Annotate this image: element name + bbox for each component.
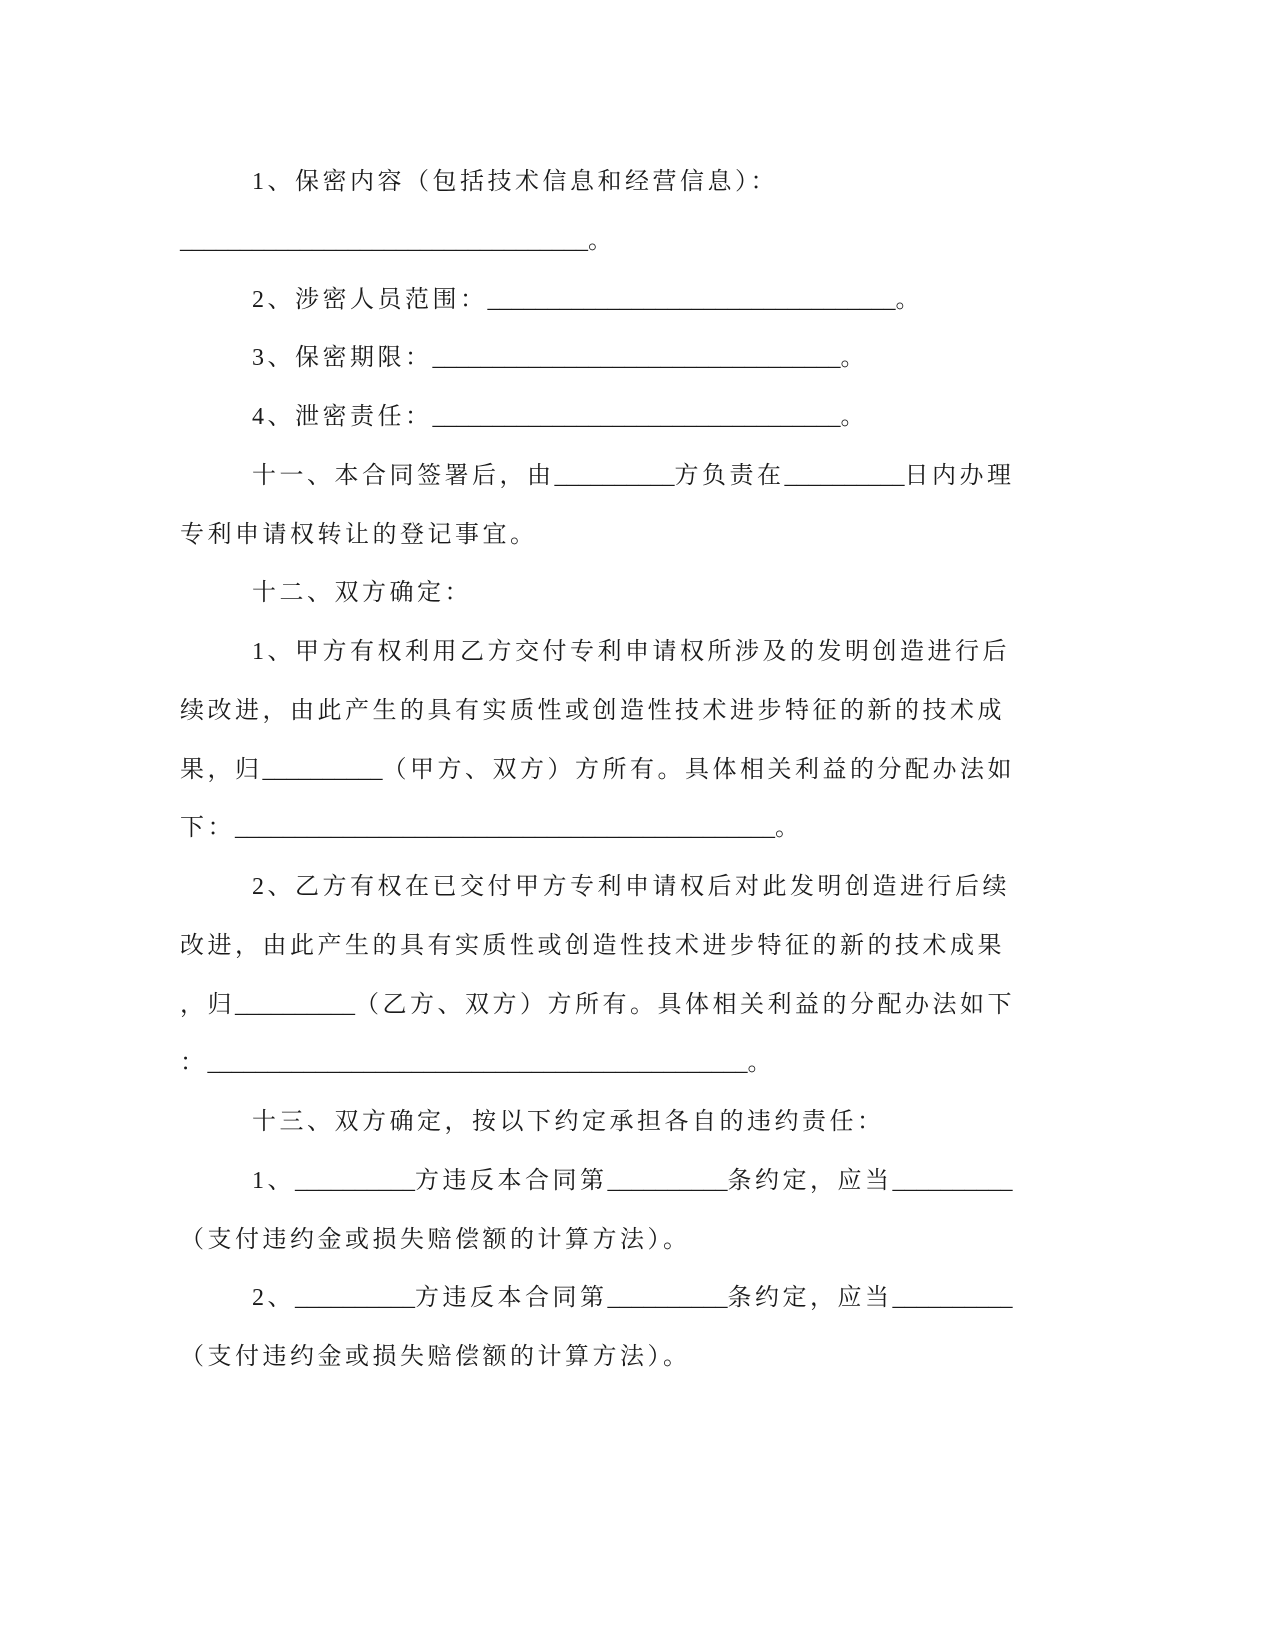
fill-in-blank: __________________________________ (487, 286, 896, 313)
fill-in-blank: __________ (262, 756, 383, 783)
clause-12-item-2-distribution: ：_____________________________________________。 (180, 1050, 775, 1077)
fill-in-blank: __________________________________ (180, 227, 588, 254)
item-confidentiality-period: 3、保密期限：__________________________________。 (252, 345, 868, 372)
fill-in-blank: __________________________________ (432, 404, 841, 430)
clause-12-item-2-cont: 改进，由此产生的具有实质性或创造性技术进步特征的新的技术成果 (180, 932, 1005, 959)
clause-11-registration-cont: 专利申请权转让的登记事宜。 (180, 521, 538, 548)
fill-in-blank: __________ (295, 1285, 415, 1312)
fill-in-blank: _____________________________________________ (207, 1050, 748, 1077)
fill-in-blank: __________ (607, 1285, 728, 1312)
fill-in-blank: __________________________________ (432, 345, 841, 372)
fill-in-blank: __________ (554, 462, 675, 489)
item-involved-personnel: 2、涉密人员范围：__________________________________。 (252, 286, 923, 313)
clause-11-registration: 十一、本合同签署后，由__________方负责在__________日内办理 (252, 462, 1015, 489)
clause-12-item-1-ownership: 果，归__________（甲方、双方）方所有。具体相关利益的分配办法如 (180, 756, 1015, 783)
clause-12-item-2: 2、乙方有权在已交付甲方专利申请权后对此发明创造进行后续 (252, 874, 1010, 900)
fill-in-blank: __________ (295, 1167, 415, 1194)
contract-body (0, 153, 1275, 1387)
clause-12-item-1: 1、甲方有权利用乙方交付专利申请权所涉及的发明创造进行后 (252, 639, 1010, 665)
clause-13-item-2: 2、__________方违反本合同第__________条约定，应当__________ (252, 1285, 1013, 1312)
clause-12-item-1-cont: 续改进，由此产生的具有实质性或创造性技术进步特征的新的技术成 (180, 697, 1005, 724)
clause-13-heading: 十三、双方确定，按以下约定承担各自的违约责任： (252, 1109, 885, 1135)
clause-12-heading: 十二、双方确定： (252, 580, 472, 607)
fill-in-blank: __________ (784, 462, 905, 489)
clause-13-item-1: 1、__________方违反本合同第__________条约定，应当__________ (252, 1167, 1013, 1194)
clause-12-item-2-ownership: ，归__________（乙方、双方）方所有。具体相关利益的分配办法如下 (180, 991, 1015, 1018)
clause-13-item-1-cont: （支付违约金或损失赔偿额的计算方法）。 (180, 1226, 691, 1253)
fill-in-blank: _____________________________________________ (235, 815, 775, 842)
fill-in-blank: __________ (607, 1167, 728, 1194)
clause-12-item-1-distribution: 下：_____________________________________________。 (180, 815, 803, 842)
item-confidential-content-blank: __________________________________。 (180, 227, 616, 254)
item-confidential-content: 1、保密内容（包括技术信息和经营信息）： (252, 169, 778, 195)
fill-in-blank: __________ (892, 1285, 1013, 1312)
clause-13-item-2-cont: （支付违约金或损失赔偿额的计算方法）。 (180, 1344, 691, 1370)
fill-in-blank: __________ (892, 1167, 1013, 1194)
item-leak-liability: 4、泄密责任：__________________________________。 (252, 404, 868, 430)
fill-in-blank: __________ (235, 991, 355, 1018)
